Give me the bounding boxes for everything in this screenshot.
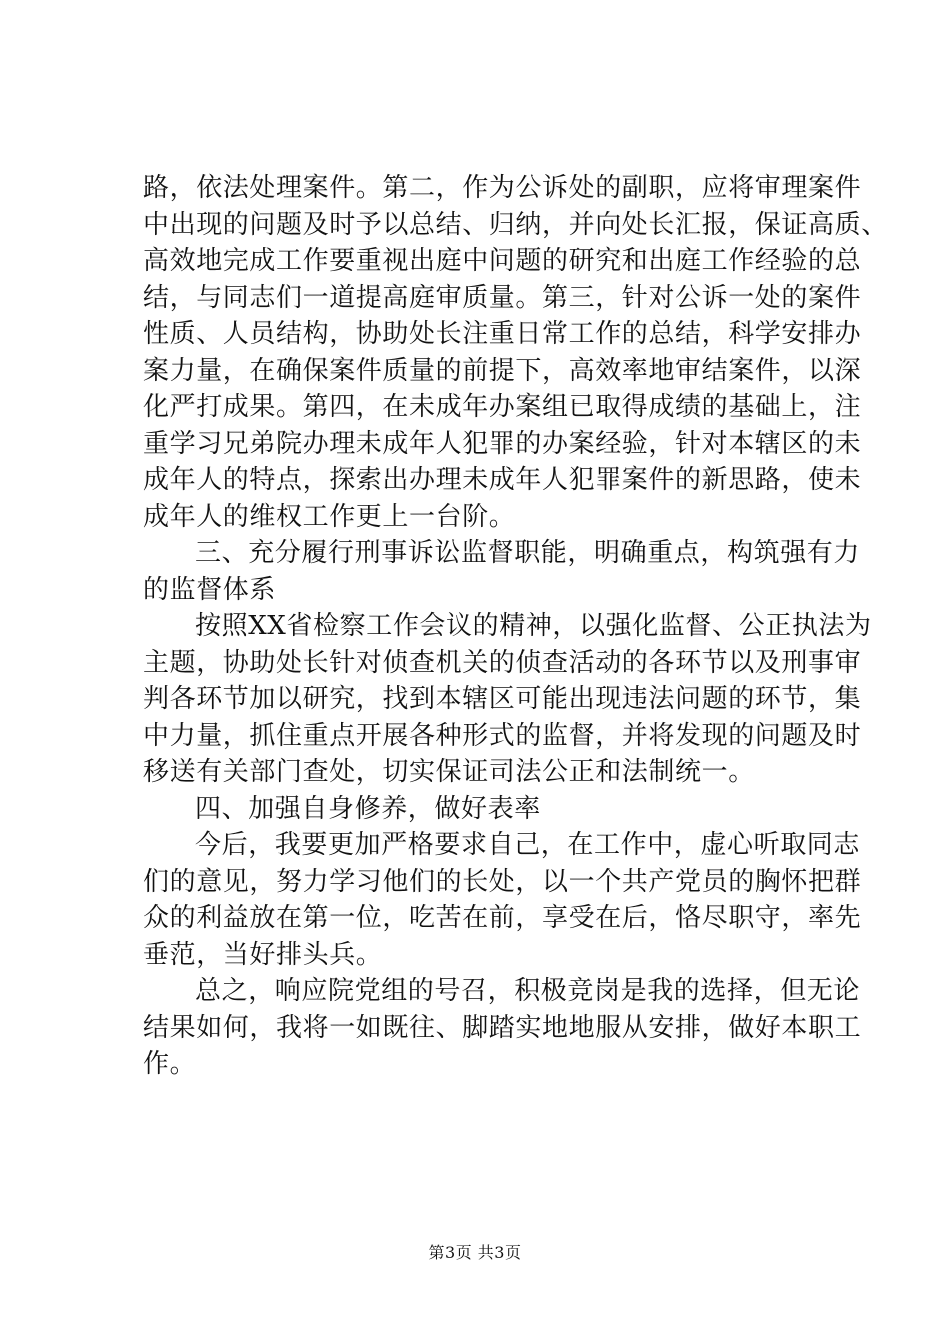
text-line: 结，与同志们一道提高庭审质量。第三，针对公诉一处的案件: [143, 282, 862, 313]
text-line: 路，依法处理案件。第二，作为公诉处的副职，应将审理案件: [143, 173, 862, 203]
section-heading: 的监督体系: [143, 574, 277, 605]
text-line: 众的利益放在第一位，吃苦在前，享受在后，恪尽职守，率先: [143, 903, 862, 933]
text-line: 判各环节加以研究，找到本辖区可能出现违法问题的环节，集: [143, 684, 862, 714]
text-line: 们的意见，努力学习他们的长处，以一个共产党员的胸怀把群: [143, 866, 862, 897]
text-line: 中力量，抓住重点开展各种形式的监督，并将发现的问题及时: [143, 720, 862, 751]
page-number-footer: 第3页 共3页: [428, 1243, 522, 1262]
text-line: 性质、人员结构，协助处长注重日常工作的总结，科学安排办: [143, 319, 862, 349]
text-line: 按照XX省检察工作会议的精神，以强化监督、公正执法为: [195, 611, 872, 641]
text-line: 移送有关部门查处，切实保证司法公正和法制统一。: [143, 757, 755, 787]
text-line: 总之，响应院党组的号召，积极竞岗是我的选择，但无论: [195, 976, 861, 1006]
text-line: 垂范，当好排头兵。: [143, 939, 383, 970]
text-line: 中出现的问题及时予以总结、归纳，并向处长汇报，保证高质、: [143, 209, 888, 240]
text-line: 成年人的维权工作更上一台阶。: [143, 501, 516, 532]
document-body: [143, 170, 888, 1083]
text-line: 作。: [143, 1049, 197, 1079]
text-line: 今后，我要更加严格要求自己，在工作中，虚心听取同志: [195, 830, 861, 860]
text-line: 成年人的特点，探索出办理未成年人犯罪案件的新思路，使未: [143, 465, 862, 495]
text-line: 高效地完成工作要重视出庭中问题的研究和出庭工作经验的总: [143, 246, 862, 276]
section-heading: 四、加强自身修养，做好表率: [195, 793, 541, 824]
text-line: 结果如何，我将一如既往、脚踏实地地服从安排，做好本职工: [143, 1012, 862, 1043]
text-line: 案力量，在确保案件质量的前提下，高效率地审结案件，以深: [143, 355, 862, 386]
section-heading: 三、充分履行刑事诉讼监督职能，明确重点，构筑强有力: [195, 538, 861, 568]
text-line: 重学习兄弟院办理未成年人犯罪的办案经验，针对本辖区的未: [143, 428, 862, 459]
text-line: 主题，协助处长针对侦查机关的侦查活动的各环节以及刑事审: [143, 647, 862, 678]
text-line: 化严打成果。第四，在未成年办案组已取得成绩的基础上，注: [143, 392, 862, 422]
